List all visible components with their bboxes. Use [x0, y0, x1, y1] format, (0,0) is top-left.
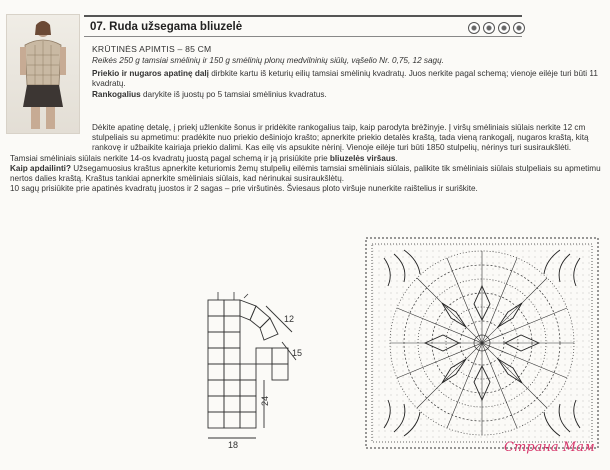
article-title: 07. Ruda užsegama bliuzelė — [90, 20, 243, 33]
sleeves-text: darykite iš juostų po 5 tamsiai smėlinius kvadratus. — [140, 89, 327, 99]
strip-paragraph — [10, 154, 602, 164]
strip-text-a: Tamsiai smėliniais siūlais nerkite 14-os kvadratų juostą pagal schemą ir ją prisiūkite prie — [10, 153, 330, 163]
strip-text-b: . — [395, 153, 398, 163]
dim-top-a-label: 12 — [284, 314, 295, 324]
instructions-text — [10, 123, 602, 194]
assembly-paragraph: Dėkite apatinę detalę, į priekį užlenkite šonus ir pridėkite rankogalius taip, kaip parodyta brėžinyje. Į viršų smėliniais siūlais nerkite 12 cm stulpeliais su apmetimu: pradėkite nuo priekio dešiniojo krašto; apnerkite priekio detalės kraštą, tada vieną rankogalį, nugaros kraštą, kitą rankovę ir užbaikite kairiaja priekio dalimi. Kas eilę vis apsukite nėrinį. Vienoje eilėje turi būti 1850 stulpelių, nėrinys turi susiraukšlėti. — [92, 123, 589, 153]
article-header — [84, 15, 522, 37]
model-illustration — [7, 15, 79, 133]
crochet-motif-diagram — [364, 236, 600, 450]
difficulty-icon — [468, 22, 480, 34]
difficulty-icon — [483, 22, 495, 34]
difficulty-icon — [513, 22, 525, 34]
finishing-title: Kaip apdailinti? — [10, 163, 71, 173]
size-line: KRŪTINĖS APIMTIS – 85 CM — [92, 44, 212, 54]
dim-bottom-label: 18 — [228, 440, 239, 450]
dim-top-b-label: 15 — [292, 348, 303, 358]
strip-bold: bliuzelės viršaus — [329, 153, 396, 163]
back-front-paragraph — [92, 69, 602, 90]
assembly-schema — [200, 292, 320, 452]
dim-side-label: 24 — [260, 395, 270, 406]
buttons-paragraph: 10 sagų prisiūkite prie apatinės kvadratų juostos ir 2 sagas – prie viršutinės. Šviesaus ploto viršuje nunerkite raištelius ir suriškite. — [10, 184, 478, 194]
finishing-text: Užsegamuosius kraštus apnerkite keturiomis žemų stulpelių eilėmis tamsiai smėliniais siūlais, palikite tik smėliniais siūlais stulpeliais su apmetimu nertos dalies kraštą. Kraštus tankiai apnerkite smėliniais siūlais, kad nėrinukai susiraukšlėtų. — [10, 163, 601, 184]
site-watermark: Страна Мам — [504, 440, 595, 455]
back-front-title: Priekio ir nugaros apatinę dalį — [92, 68, 209, 78]
back-front-text: dirbkite kartu iš keturių eilių tamsiai smėlinių kvadratų. Juos nerkite pagal schemą; vienoje eilėje turi būti 11 kvadratų. — [92, 68, 598, 89]
intro-text — [92, 44, 602, 100]
finishing-paragraph — [10, 164, 602, 184]
garment-photo — [6, 14, 80, 134]
sleeves-title: Rankogalius — [92, 89, 141, 99]
sleeves-paragraph — [92, 90, 602, 100]
materials-text: Reikės 250 g tamsiai smėlinių ir 150 g smėlinių plonų medvilninių siūlų, vąšelio Nr. 0,75, 12 sagų. — [92, 56, 444, 66]
difficulty-icon — [498, 22, 510, 34]
difficulty-rating — [468, 22, 525, 34]
